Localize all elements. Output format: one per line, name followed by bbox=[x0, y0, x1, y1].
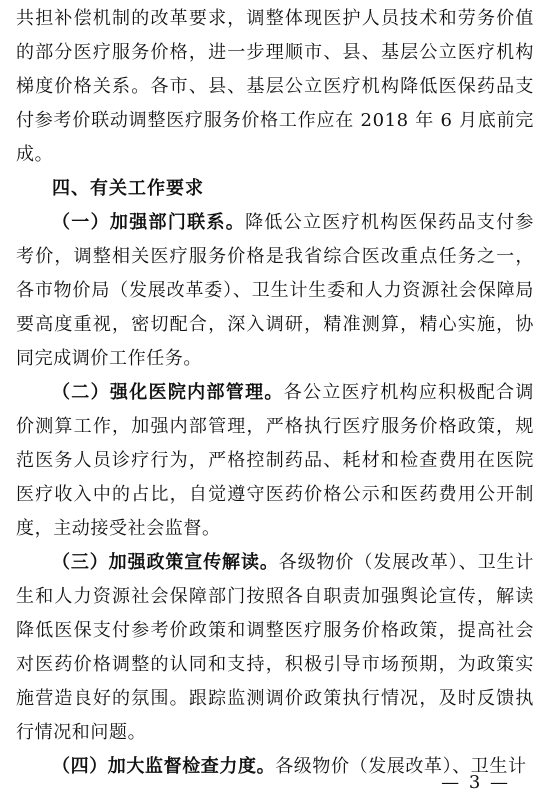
section-heading: 四、有关工作要求 bbox=[52, 178, 204, 199]
item-text-4: 各级物价（发展改革）、卫生计 bbox=[275, 756, 527, 777]
page-number: — 3 — bbox=[441, 772, 510, 793]
item-lead-3: （三）加强政策宣传解读。 bbox=[52, 552, 279, 573]
item-text-2: 各公立医疗机构应积极配合调价测算工作，加强内部管理，严格执行医疗服务价格政策，规范医务人员诊疗行为，严格控制药品、耗材和检查费用在医院医疗收入中的占比，自觉遵守医药价格公示和医药费用公开制度，主动接受社会监督。 bbox=[16, 382, 534, 539]
body-paragraph-item-2 bbox=[16, 376, 534, 546]
body-paragraph-item-1 bbox=[16, 206, 534, 376]
item-text-1: 降低公立医疗机构医保药品支付参考价，调整相关医疗服务价格是我省综合医改重点任务之一，各市物价局（发展改革委）、卫生计生委和人力资源社会保障局要高度重视，密切配合，深入调研，精准测算，精心实施，协同完成调价工作任务。 bbox=[16, 212, 535, 369]
item-lead-1: （一）加强部门联系。 bbox=[52, 212, 246, 233]
body-paragraph-continuation: 共担补偿机制的改革要求，调整体现医护人员技术和劳务价值的部分医疗服务价格，进一步理顺市、县、基层公立医疗机构梯度价格关系。各市、县、基层公立医疗机构降低医保药品支付参考价联动调整医疗服务价格工作应在 2018 年 6 月底前完成。 bbox=[16, 8, 534, 165]
body-paragraph-item-3 bbox=[16, 546, 534, 750]
item-text-3: 各级物价（发展改革）、卫生计生和人力资源社会保障部门按照各自职责加强舆论宣传，解读降低医保支付参考价政策和调整医疗服务价格政策，提高社会对医药价格调整的认同和支持，积极引导市场预期，为政策实施营造良好的氛围。跟踪监测调价政策执行情况，及时反馈执行情况和问题。 bbox=[16, 552, 534, 743]
item-lead-4: （四）加大监督检查力度。 bbox=[52, 756, 276, 777]
item-lead-2: （二）强化医院内部管理。 bbox=[52, 382, 284, 403]
